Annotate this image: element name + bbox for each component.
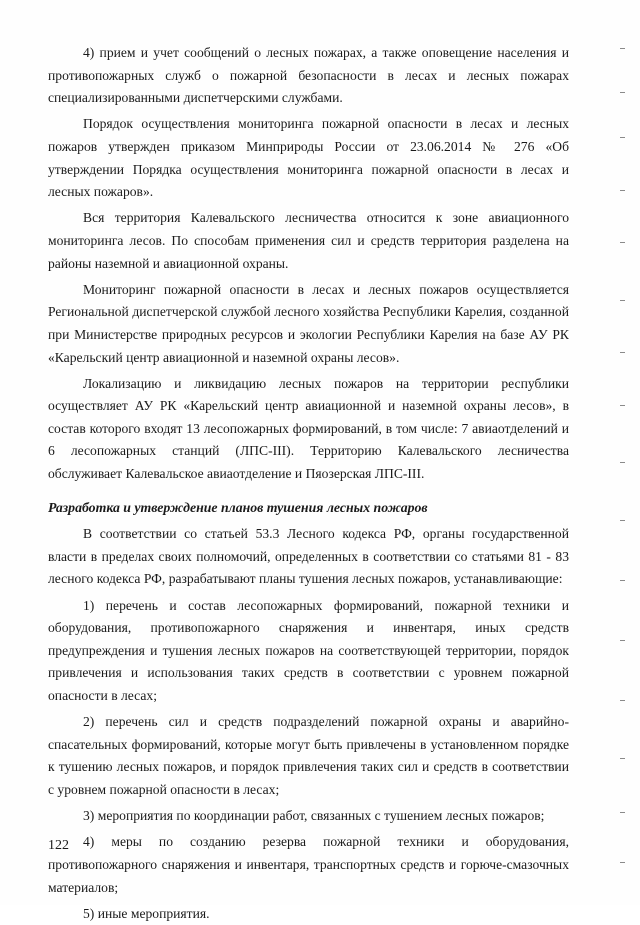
paragraph-plan-item-5: 5) иные мероприятия.: [83, 905, 210, 921]
paragraph-plan-item-4: 4) меры по созданию резерва пожарной техники и оборудования, противопожарного снаряжения и инвентаря, транспортных средств и горюче-смазочных материалов;: [48, 834, 569, 895]
scan-edge-mark: [620, 462, 625, 463]
paragraph-dispatch-service: Мониторинг пожарной опасности в лесах и лесных пожаров осуществляется Региональной диспетчерской службой лесного хозяйства Республики Карелия, созданной при Министерстве природных ресурсов и экологии Республики Карелия на базе АУ РК «Карельский центр авиационной и наземной охраны лесов».: [48, 281, 569, 365]
scan-edge-mark: [620, 758, 625, 759]
scan-edge-mark: [620, 352, 625, 353]
paragraph-plan-item-3: 3) мероприятия по координации работ, связанных с тушением лесных пожаров;: [83, 808, 545, 824]
paragraph-monitoring-item-4: 4) прием и учет сообщений о лесных пожарах, а также оповещение населения и противопожарных служб о пожарной безопасности в лесах и лесных пожарах специализированными диспетчерскими службами.: [48, 45, 569, 106]
section-heading: Разработка и утверждение планов тушения лесных пожаров: [48, 499, 428, 515]
scan-edge-mark: [620, 520, 625, 521]
scan-edge-mark: [620, 640, 625, 641]
page-body: [48, 42, 569, 925]
paragraph-plans-intro: В соответствии со статьей 53.3 Лесного кодекса РФ, органы государственной власти в пределах своих полномочий, определенных в соответствии со статьями 81 - 83 лесного кодекса РФ, разрабатывают планы тушения лесных пожаров, устанавливающие:: [48, 526, 569, 587]
scan-edge-mark: [620, 137, 625, 138]
paragraph-localization: Локализацию и ликвидацию лесных пожаров на территории республики осуществляет АУ РК «Карельский центр авиационной и наземной охраны лесов», в состав которого входят 13 лесопожарных формирований, в том числе: 7 авиаотделений и 6 лесопожарных станций (ЛПС-III). Территорию Калевальского лесничества обслуживает Калевальское авиаотделение и Пяозерская ЛПС-III.: [48, 375, 569, 482]
scan-edge-mark: [620, 405, 625, 406]
paragraph-plan-item-1: 1) перечень и состав лесопожарных формирований, пожарной техники и оборудования, противопожарного снаряжения и инвентаря, иных средств предупреждения и тушения лесных пожаров на соответствующей территории, порядок привлечения и использования таких средств в соответствии с уровнем пожарной опасности в лесах;: [48, 597, 569, 703]
paragraph-aviation-zone: Вся территория Калевальского лесничества относится к зоне авиационного мониторинга лесов. По способам применения сил и средств территория разделена на районы наземной и авиационной охраны.: [48, 210, 569, 271]
scan-edge-mark: [620, 580, 625, 581]
paragraph-plan-item-2: 2) перечень сил и средств подразделений пожарной охраны и аварийно-спасательных формирований, которые могут быть привлечены в установленном порядке к тушению лесных пожаров, и порядок привлечения таких сил и средств в соответствии с уровнем пожарной опасности в лесах;: [48, 714, 569, 797]
scan-edge-mark: [620, 190, 625, 191]
scan-edge-mark: [620, 700, 625, 701]
scan-edge-mark: [620, 300, 625, 301]
scan-edge-mark: [620, 812, 625, 813]
paragraph-monitoring-procedure: Порядок осуществления мониторинга пожарной опасности в лесах и лесных пожаров утвержден приказом Минприроды России от 23.06.2014 № 276 «Об утверждении Порядка осуществления мониторинга пожарной опасности в лесах и лесных пожаров».: [48, 116, 569, 200]
scan-edge-mark: [620, 48, 625, 49]
page-number: 122: [48, 838, 69, 853]
scan-edge-mark: [620, 92, 625, 93]
scan-edge-mark: [620, 862, 625, 863]
scan-edge-mark: [620, 242, 625, 243]
